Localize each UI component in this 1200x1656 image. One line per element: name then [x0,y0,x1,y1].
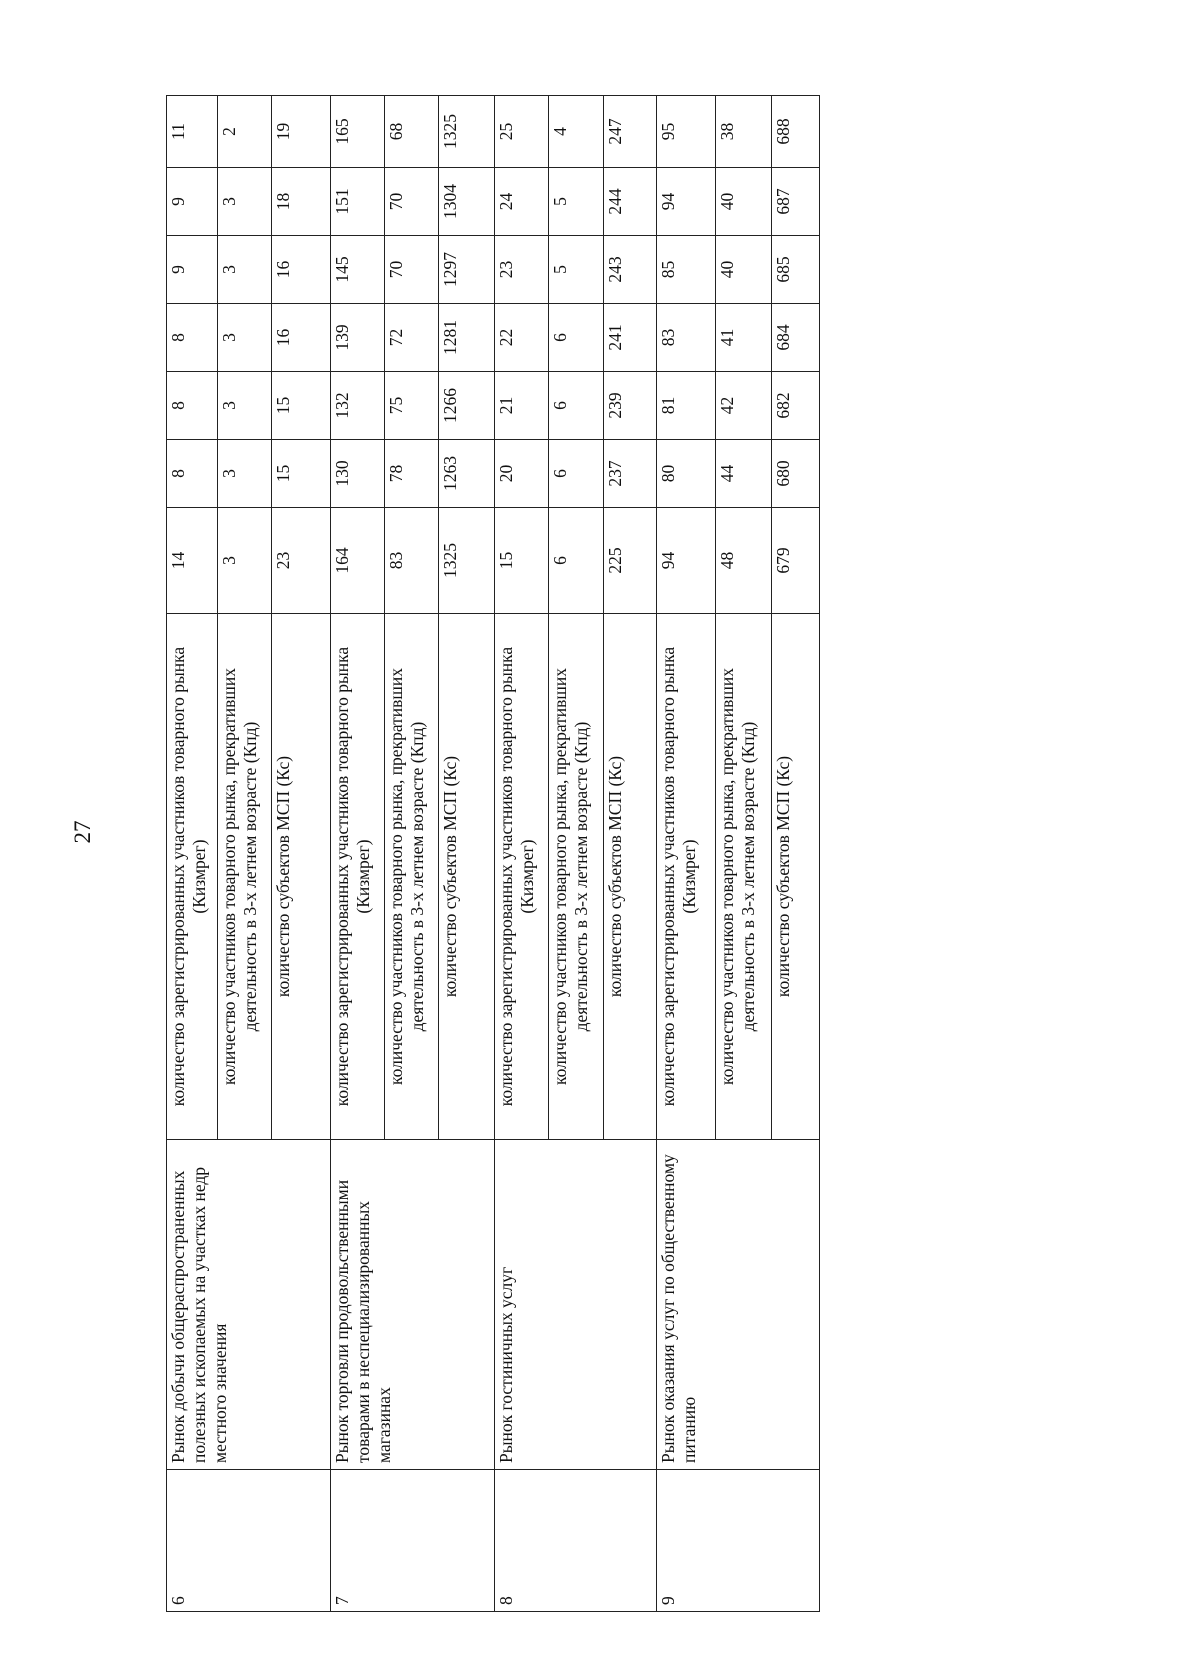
value-cell: 8 [167,372,218,440]
value-cell: 15 [271,372,330,440]
value-cell: 23 [271,508,330,614]
value-cell: 40 [715,236,771,304]
indicator-cell: количество участников товарного рынка, прекративших деятельность в 3-х летнем возрасте (Кпд) [549,614,604,1140]
value-cell: 3 [218,372,272,440]
value-cell: 684 [771,304,819,372]
section-number: 8 [494,1470,657,1612]
value-cell: 20 [494,440,549,508]
value-cell: 164 [330,508,385,614]
value-cell: 247 [603,96,657,168]
value-cell: 9 [167,236,218,304]
value-cell: 4 [549,96,604,168]
value-cell: 680 [771,440,819,508]
market-name: Рынок торговли продовольственными товарами в неспециализированных магазинах [330,1140,494,1470]
value-cell: 95 [657,96,716,168]
value-cell: 3 [218,440,272,508]
value-cell: 38 [715,96,771,168]
value-cell: 6 [549,440,604,508]
value-cell: 139 [330,304,385,372]
value-cell: 22 [494,304,549,372]
value-cell: 42 [715,372,771,440]
value-cell: 682 [771,372,819,440]
value-cell: 243 [603,236,657,304]
value-cell: 2 [218,96,272,168]
value-cell: 83 [657,304,716,372]
value-cell: 5 [549,236,604,304]
value-cell: 241 [603,304,657,372]
value-cell: 81 [657,372,716,440]
indicator-cell: количество участников товарного рынка, прекративших деятельность в 3-х летнем возрасте (Кпд) [218,614,272,1140]
value-cell: 68 [385,96,439,168]
table-row [494,96,549,1612]
value-cell: 3 [218,508,272,614]
value-cell: 688 [771,96,819,168]
section-number: 7 [330,1470,494,1612]
value-cell: 3 [218,236,272,304]
value-cell: 130 [330,440,385,508]
value-cell: 3 [218,168,272,236]
section-number: 9 [657,1470,820,1612]
value-cell: 16 [271,304,330,372]
value-cell: 8 [167,304,218,372]
indicator-cell: количество участников товарного рынка, прекративших деятельность в 3-х летнем возрасте (Кпд) [385,614,439,1140]
market-name: Рынок гостиничных услуг [494,1140,657,1470]
indicator-cell: количество субъектов МСП (Кс) [771,614,819,1140]
value-cell: 75 [385,372,439,440]
indicator-cell: количество зарегистрированных участников товарного рынка (Кизмрег) [494,614,549,1140]
indicator-cell: количество субъектов МСП (Кс) [603,614,657,1140]
value-cell: 19 [271,96,330,168]
value-cell: 6 [549,304,604,372]
value-cell: 80 [657,440,716,508]
value-cell: 145 [330,236,385,304]
value-cell: 5 [549,168,604,236]
value-cell: 44 [715,440,771,508]
value-cell: 15 [271,440,330,508]
table-row [657,96,716,1612]
page-number: 27 [70,820,95,844]
value-cell: 25 [494,96,549,168]
value-cell: 15 [494,508,549,614]
value-cell: 40 [715,168,771,236]
section-number: 6 [167,1470,331,1612]
value-cell: 72 [385,304,439,372]
value-cell: 83 [385,508,439,614]
indicator-cell: количество участников товарного рынка, прекративших деятельность в 3-х летнем возрасте (Кпд) [715,614,771,1140]
rotated-table-container [166,96,820,1612]
value-cell: 237 [603,440,657,508]
indicator-cell: количество субъектов МСП (Кс) [438,614,494,1140]
value-cell: 78 [385,440,439,508]
value-cell: 165 [330,96,385,168]
value-cell: 41 [715,304,771,372]
value-cell: 24 [494,168,549,236]
value-cell: 1266 [438,372,494,440]
value-cell: 48 [715,508,771,614]
value-cell: 16 [271,236,330,304]
value-cell: 1297 [438,236,494,304]
value-cell: 1325 [438,96,494,168]
value-cell: 1325 [438,508,494,614]
value-cell: 225 [603,508,657,614]
value-cell: 9 [167,168,218,236]
indicator-cell: количество субъектов МСП (Кс) [271,614,330,1140]
value-cell: 1281 [438,304,494,372]
market-name: Рынок оказания услуг по общественному питанию [657,1140,820,1470]
value-cell: 14 [167,508,218,614]
value-cell: 239 [603,372,657,440]
market-name: Рынок добычи общераспространенных полезных ископаемых на участках недр местного значения [167,1140,331,1470]
table-row [167,96,218,1612]
value-cell: 3 [218,304,272,372]
value-cell: 6 [549,372,604,440]
value-cell: 1304 [438,168,494,236]
table-row [330,96,385,1612]
value-cell: 94 [657,168,716,236]
value-cell: 21 [494,372,549,440]
value-cell: 687 [771,168,819,236]
value-cell: 679 [771,508,819,614]
indicators-table [166,95,820,1612]
value-cell: 23 [494,236,549,304]
value-cell: 85 [657,236,716,304]
value-cell: 151 [330,168,385,236]
indicator-cell: количество зарегистрированных участников товарного рынка (Кизмрег) [167,614,218,1140]
value-cell: 685 [771,236,819,304]
indicator-cell: количество зарегистрированных участников товарного рынка (Кизмрег) [330,614,385,1140]
value-cell: 70 [385,236,439,304]
value-cell: 8 [167,440,218,508]
value-cell: 70 [385,168,439,236]
value-cell: 11 [167,96,218,168]
value-cell: 94 [657,508,716,614]
value-cell: 132 [330,372,385,440]
value-cell: 244 [603,168,657,236]
indicator-cell: количество зарегистрированных участников товарного рынка (Кизмрег) [657,614,716,1140]
value-cell: 1263 [438,440,494,508]
value-cell: 6 [549,508,604,614]
value-cell: 18 [271,168,330,236]
